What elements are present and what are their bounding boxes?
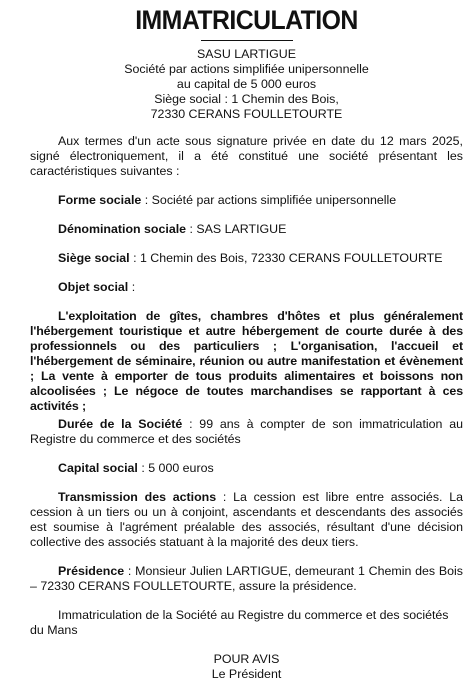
duree-value: : 99 ans à compter de son immatriculation au Registre du commerce et des sociétés	[30, 417, 463, 446]
denomination-line	[30, 222, 463, 237]
notice-title: IMMATRICULATION	[135, 5, 358, 35]
duree-paragraph	[30, 417, 463, 447]
objet-social-line	[30, 280, 463, 295]
objet-social-text: L'exploitation de gîtes, chambres d'hôtes et plus généralement l'hébergement touristique et autre hébergement de courte durée à des professionnels ou des particuliers ; L'organisation, l'accueil et l'hébergement de séminaire, réunion ou autre manifestation et évènement ; La vente à emporter de tous produits alimentaires et boissons non alcoolisées ; Le négoce de toutes marchandises se rapportant à ces activités ;	[30, 309, 463, 413]
capital-social-line	[30, 461, 463, 476]
intro-paragraph: Aux termes d'un acte sous signature privée en date du 12 mars 2025, signé électroniquement, il a été constitué une société présentant les caractéristiques suivantes :	[30, 134, 463, 178]
forme-sociale-line	[30, 193, 463, 208]
denomination-value: : SAS LARTIGUE	[186, 222, 287, 236]
transmission-value: : La cession est libre entre associés. La cession à un tiers ou un à conjoint, ascendants et descendants des associés est soumise à l'agrément préalable des associés, résultant d'une décision collective des associés statuant à la majorité des deux tiers.	[30, 490, 463, 549]
company-header	[30, 47, 463, 122]
title-divider	[201, 40, 293, 41]
duree-label: Durée de la Société	[58, 417, 183, 431]
forme-sociale-value: : Société par actions simplifiée unipersonnelle	[141, 193, 397, 207]
capital-social-label: Capital social	[58, 461, 138, 475]
siege-social-line	[30, 251, 463, 266]
objet-social-label: Objet social	[58, 280, 129, 294]
transmission-paragraph	[30, 490, 463, 550]
transmission-label: Transmission des actions	[58, 490, 217, 504]
company-capital: au capital de 5 000 euros	[176, 77, 317, 91]
immatriculation-line: Immatriculation de la Société au Registre du commerce et des sociétés du Mans	[30, 608, 449, 637]
forme-sociale-label: Forme sociale	[58, 193, 142, 207]
company-form: Société par actions simplifiée unipersonnelle	[124, 62, 369, 76]
denomination-label: Dénomination sociale	[58, 222, 187, 236]
company-address-line2: 72330 CERANS FOULLETOURTE	[150, 107, 343, 121]
presidence-value: : Monsieur Julien LARTIGUE, demeurant 1 Chemin des Bois – 72330 CERANS FOULLETOURTE, assure la présidence.	[30, 564, 463, 593]
capital-social-value: : 5 000 euros	[137, 461, 214, 475]
signatory: Le Président	[211, 667, 282, 681]
presidence-label: Présidence	[58, 564, 125, 578]
closing-block	[30, 652, 463, 682]
pour-avis: POUR AVIS	[213, 652, 280, 666]
siege-social-label: Siège social	[58, 251, 130, 265]
presidence-paragraph	[30, 564, 463, 594]
siege-social-value: : 1 Chemin des Bois, 72330 CERANS FOULLETOURTE	[129, 251, 443, 265]
objet-social-value: :	[128, 280, 136, 294]
company-address-line1: Siège social : 1 Chemin des Bois,	[154, 92, 339, 106]
company-name: SASU LARTIGUE	[197, 47, 296, 61]
